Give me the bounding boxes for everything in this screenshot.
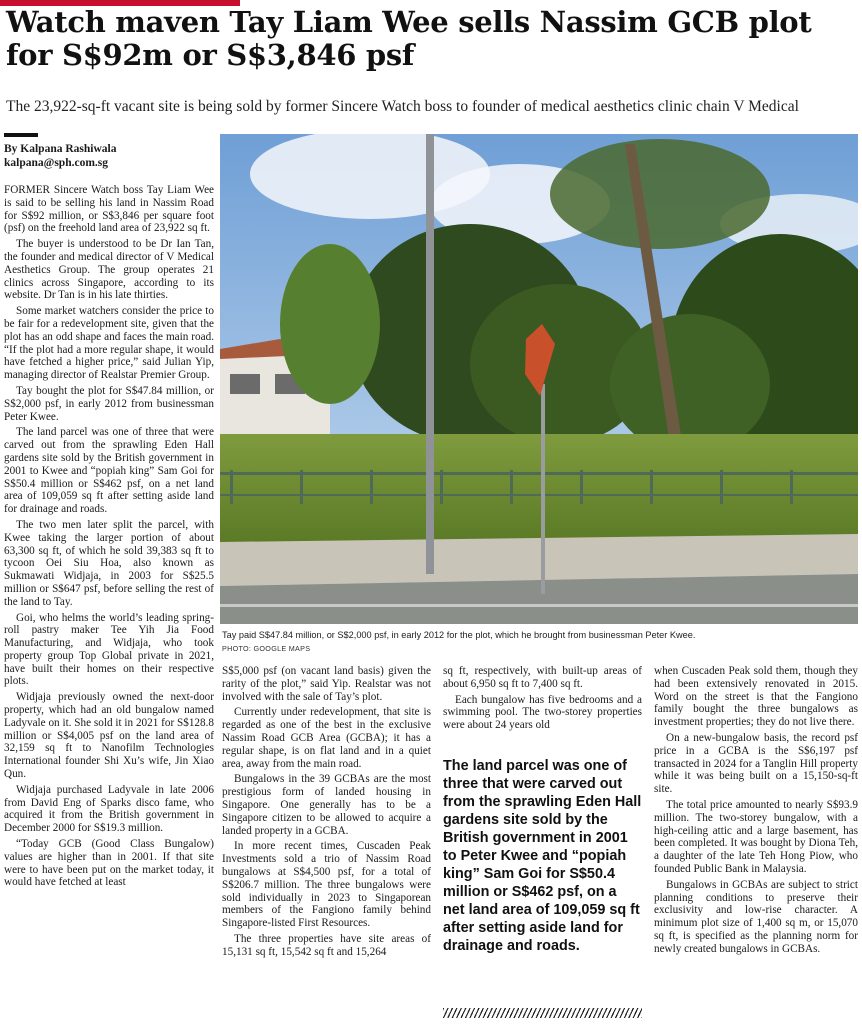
paragraph: FORMER Sincere Watch boss Tay Liam Wee is said to be selling his land in Nassim Road for S$92 million, or S$3,846 per square foot (psf) on the freehold land area of 23,922 sq ft. [4,184,214,235]
pull-quote: The land parcel was one of three that were carved out from the sprawling Eden Hall gardens site sold by the British government in 2001 to Peter Kwee and “popiah king” Sam Goi for S$50.4 million or S$462 psf, on a net land area of 109,059 sq ft after setting aside land for drainage and roads. [443,758,642,954]
byline [4,142,214,170]
paragraph: Some market watchers consider the price to be fair for a redevelopment site, given that the plot has an odd shape and faces the main road. “If the plot had a more regular shape, it would have fetched a higher price,” said Julian Yip, managing director of Realstar Premier Group. [4,305,214,382]
paragraph: Each bungalow has five bedrooms and a swimming pool. The two-storey properties were about 24 years old [443,693,642,732]
paragraph: The two men later split the parcel, with Kwee taking the larger portion of about 63,300 sq ft, of which he sold 39,383 sq ft to tycoon Oei Siu Hoa, also known as Sukmawati Widjaja, in 2003 for S$25.5 million or S$647 psf, before selling the rest of the land to Tay. [4,518,214,608]
paragraph: On a new-bungalow basis, the record psf price in a GCBA is the S$6,197 psf transacted in 2024 for a Tanglin Hill property while it was being built on a 15,150-sq-ft site. [654,731,858,796]
paragraph: Bungalows in the 39 GCBAs are the most prestigious form of landed housing in Singapore. One generally has to be a Singapore citizen to be allowed to acquire a landed property in a GCBA. [222,773,431,837]
paragraph: sq ft, respectively, with built-up areas of about 6,950 sq ft to 7,400 sq ft. [443,665,642,690]
paragraph: Tay bought the plot for S$47.84 million, or S$2,000 psf, in early 2012 from businessman Peter Kwee. [4,384,214,423]
paragraph: “Today GCB (Good Class Bungalow) values are higher than in 2001. If that site were to have been put on the market today, it would have fetched at least [4,838,214,889]
paragraph: The land parcel was one of three that were carved out from the sprawling Eden Hall gardens site sold by the British government in 2001 to Kwee and “popiah king” Sam Goi for S$50.4 million or S$462 psf, on a net land area of 109,059 sq ft after setting aside land for drainage and roads. [4,426,214,516]
paragraph: The total price amounted to nearly S$93.9 million. The two-storey bungalow, with a high-ceiling attic and a large basement, has been completed. It was bought by Diona Teh, a daughter of the late Teh Hong Piow, who founded Public Bank in Malaysia. [654,798,858,875]
paragraph: Widjaja purchased Ladyvale in late 2006 from David Eng of Sparks disco fame, who acquired it from the British government in December 2000 for S$19.3 million. [4,783,214,835]
body-column-1 [4,184,214,1022]
paragraph: Widjaja previously owned the next-door property, which had an old bungalow named Ladyvale on it. She sold it in 2021 for S$128.8 million or S$4,005 psf on the land area of 32,159 sq ft to Nanofilm Technologies International founder Shi Xu’s wife, Jin Xiao Qun. [4,691,214,781]
paragraph: The buyer is understood to be Dr Ian Tan, the founder and medical director of V Medical Aesthetics Group. The group operates 21 clinics across Singapore, according to its website. Dr Tan is in his late thirties. [4,238,214,302]
paragraph: Currently under redevelopment, that site is regarded as one of the best in the exclusive Nassim Road GCB Area (GCBA); it has a regular shape, is on flat land and in a quiet area, away from the main road. [222,706,431,770]
paragraph: when Cuscaden Peak sold them, though they had been extensively renovated in 2015. Word on the street is that the Fangiono family bought the three bungalows as investment properties; they do not live there. [654,665,858,729]
body-column-3 [443,665,642,741]
body-column-2 [222,665,431,1022]
paragraph: Goi, who helms the world’s leading spring-roll pastry maker Tee Yih Jia Food Manufacturing, and Widjaja, who took property group Top Global private in 2021, have built their homes on their respective plots. [4,611,214,688]
body-column-4 [654,665,858,1022]
author-email[interactable]: kalpana@sph.com.sg [4,157,109,169]
paragraph: In more recent times, Cuscaden Peak Investments sold a trio of Nassim Road bungalows at S$4,500 psf, for a total of S$206.7 million. The three bungalows were sold individually in 2023 to Singaporean members of the Fangiono family behind Singapore-listed First Resources. [222,840,431,930]
street-scene-illustration [220,134,858,624]
photo-caption: Tay paid S$47.84 million, or S$2,000 psf, in early 2012 for the plot, which he brought from businessman Peter Kwee. [222,630,696,640]
standfirst: The 23,922-sq-ft vacant site is being sold by former Sincere Watch boss to founder of medical aesthetics clinic chain V Medical [6,98,799,115]
paragraph: The three properties have site areas of 15,131 sq ft, 15,542 sq ft and 15,264 [222,932,431,958]
author-name: By Kalpana Rashiwala [4,143,117,155]
byline-rule [4,133,38,137]
paragraph: Bungalows in GCBAs are subject to strict planning conditions to preserve their exclusivity and low-rise character. A minimum plot size of 1,400 sq m, or 15,070 sq ft, is specified as the planning norm for newly created bungalows in GCBAs. [654,878,858,955]
article-photo [220,134,858,624]
photo-credit: PHOTO: GOOGLE MAPS [222,644,311,653]
pull-quote-hatch-rule [443,1008,642,1018]
headline: Watch maven Tay Liam Wee sells Nassim GCB plot for S$92m or S$3,846 psf [6,5,812,72]
paragraph: S$5,000 psf (on vacant land basis) given the rarity of the plot,” said Yip. Realstar was not involved with the sale of Tay’s plot. [222,665,431,703]
